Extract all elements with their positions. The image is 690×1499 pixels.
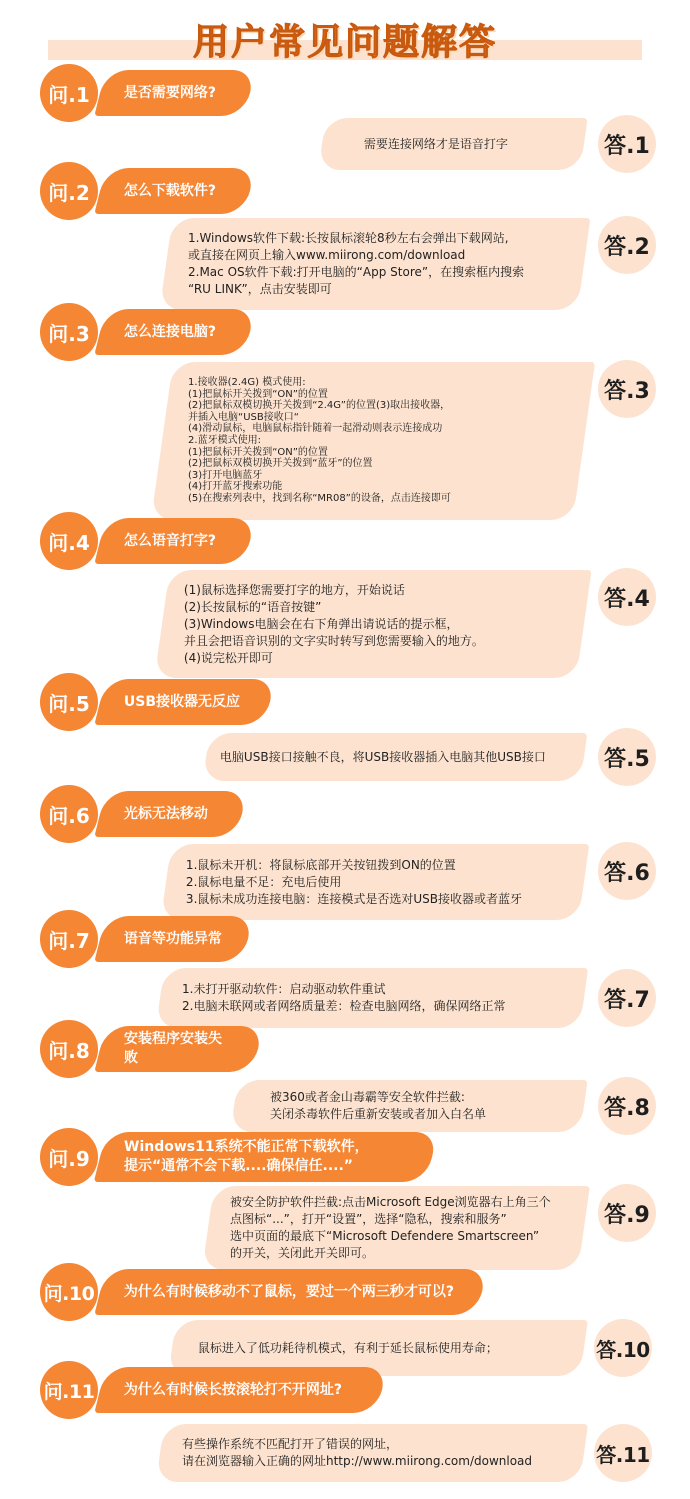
answer-bubble: [151, 362, 595, 520]
question-tag: 问.5: [40, 673, 98, 731]
question-tag: 问.3: [40, 303, 98, 361]
answer-bubble: [161, 844, 590, 920]
answer-line: 3.鼠标未成功连接电脑：连接模式是否选对USB接收器或者蓝牙: [186, 891, 523, 906]
question-text: 是否需要网络?: [124, 84, 217, 101]
answer-tag: 答.8: [598, 1077, 656, 1135]
question-tag: 问.10: [40, 1263, 98, 1321]
answer-line: 并且会把语音识别的文字实时转写到您需要输入的地方。: [184, 633, 485, 648]
question-bubble: [94, 70, 255, 116]
answer-line: (2)把鼠标双模切换开关拨到“蓝牙”的位置: [188, 458, 373, 470]
answer-line: 有些操作系统不匹配打开了错误的网址，: [182, 1437, 399, 1451]
answer-line: (2)长按鼠标的“语音按键”: [184, 599, 322, 614]
answer-bubble: [203, 733, 588, 781]
answer-line: 的开关，关闭此开关即可。: [230, 1246, 375, 1260]
answer-line: 2.Mac OS软件下载:打开电脑的“App Store”，在搜索框内搜索: [188, 265, 525, 279]
question-bubble: [94, 518, 255, 564]
answer-line: (5)在搜索列表中，找到名称“MR08”的设备，点击连接即可: [188, 493, 451, 505]
answer-line: 需要连接网络才是语音打字: [364, 136, 509, 151]
answer-bubble: [156, 968, 588, 1028]
answer-tag: 答.9: [598, 1184, 656, 1242]
question-tag: 问.4: [40, 512, 98, 570]
answer-line: (1)鼠标选择您需要打字的地方，开始说话: [184, 582, 405, 597]
answer-line: 1.接收器(2.4G) 模式使用:: [188, 377, 306, 389]
answer-line: 电脑USB接口接触不良，将USB接收器插入电脑其他USB接口: [220, 749, 546, 764]
question-text: 安装程序安装失败: [124, 1031, 222, 1066]
answer-line: 点图标“...”，打开“设置”，选择“隐私，搜索和服务”: [230, 1212, 507, 1226]
answer-tag: 答.3: [598, 360, 656, 418]
question-tag: 问.7: [40, 910, 98, 968]
question-bubble: [94, 679, 275, 725]
question-text: USB接收器无反应: [124, 693, 241, 710]
answer-line: (4)滑动鼠标，电脑鼠标指针随着一起滑动则表示连接成功: [188, 423, 443, 435]
answer-bubble: [156, 1424, 588, 1482]
question-text: 语音等功能异常: [124, 930, 223, 947]
answer-line: (3)打开电脑蓝牙: [188, 469, 263, 481]
question-bubble: [94, 309, 255, 355]
answer-line: 被360或者金山毒霸等安全软件拦截:: [270, 1090, 465, 1104]
question-text: 怎么语音打字?: [124, 532, 217, 549]
answer-tag: 答.4: [598, 568, 656, 626]
answer-line: 2.蓝牙模式使用:: [188, 435, 261, 447]
answer-tag: 答.11: [594, 1424, 652, 1482]
question-bubble: [94, 916, 253, 962]
answer-line: 被安全防护软件拦截:点击Microsoft Edge浏览器右上角三个: [230, 1195, 551, 1209]
question-tag: 问.1: [40, 64, 98, 122]
answer-tag: 答.7: [598, 969, 656, 1027]
answer-line: 鼠标进入了低功耗待机模式，有利于延长鼠标使用寿命；: [198, 1340, 499, 1355]
answer-tag: 答.5: [598, 728, 656, 786]
question-tag: 问.2: [40, 162, 98, 220]
answer-tag: 答.2: [598, 216, 656, 274]
question-text: 为什么有时候长按滚轮打不开网址?: [124, 1381, 343, 1398]
answer-line: (1)把鼠标开关拨到“ON”的位置: [188, 446, 328, 458]
answer-line: 1.Windows软件下载:长按鼠标滚轮8秒左右会弹出下载网站,: [188, 231, 509, 245]
question-text: Windows11系统不能正常下载软件， 提示“通常不会下载....确保信任....”: [124, 1139, 369, 1174]
answer-line: 并插入电脑“USB接收口“: [188, 412, 299, 424]
answer-line: 1.鼠标未开机：将鼠标底部开关按钮拨到ON的位置: [186, 857, 456, 872]
question-text: 为什么有时候移动不了鼠标，要过一个两三秒才可以?: [124, 1283, 455, 1300]
answer-line: “RU LINK”，点击安装即可: [188, 282, 332, 296]
answer-bubble: [160, 218, 591, 310]
answer-tag: 答.1: [598, 115, 656, 173]
answer-bubble: [318, 118, 587, 170]
page-title: 用户常见问题解答: [192, 22, 497, 63]
question-tag: 问.6: [40, 785, 98, 843]
answer-tag: 答.6: [598, 842, 656, 900]
question-tag: 问.11: [40, 1361, 98, 1419]
answer-line: (4)说完松开即可: [184, 650, 273, 665]
question-tag: 问.9: [40, 1128, 98, 1186]
answer-line: 或直接在网页上输入www.miirong.com/download: [188, 248, 466, 262]
answer-line: 2.鼠标电量不足：充电后使用: [186, 874, 342, 889]
answer-line: (3)Windows电脑会在右下角弹出请说话的提示框，: [184, 616, 459, 631]
question-bubble: [94, 168, 255, 214]
answer-line: 请在浏览器输入正确的网址http://www.miirong.com/download: [182, 1454, 533, 1468]
answer-line: 关闭杀毒软件后重新安装或者加入白名单: [270, 1107, 487, 1121]
question-bubble: [94, 1132, 438, 1182]
answer-tag: 答.10: [594, 1319, 652, 1377]
answer-line: 1.未打开驱动软件：启动驱动软件重试: [182, 982, 386, 996]
question-text: 怎么连接电脑?: [124, 323, 217, 340]
answer-bubble: [202, 1186, 590, 1270]
answer-line: 选中页面的最底下“Microsoft Defendere Smartscreen”: [230, 1229, 540, 1243]
question-bubble: [94, 791, 247, 837]
answer-line: 2.电脑未联网或者网络质量差：检查电脑网络，确保网络正常: [182, 999, 506, 1013]
question-bubble: [94, 1367, 387, 1413]
question-bubble: [94, 1026, 263, 1072]
answer-line: (4)打开蓝牙搜索功能: [188, 481, 283, 493]
question-text: 怎么下载软件?: [124, 182, 217, 199]
answer-line: (2)把鼠标双模切换开关拨到“2.4G”的位置(3)取出接收器，: [188, 400, 451, 412]
answer-bubble: [154, 570, 591, 678]
question-text: 光标无法移动: [124, 805, 209, 822]
question-tag: 问.8: [40, 1020, 98, 1078]
answer-bubble: [230, 1080, 587, 1132]
answer-line: (1)把鼠标开关拨到“ON”的位置: [188, 388, 328, 400]
question-bubble: [94, 1269, 487, 1315]
